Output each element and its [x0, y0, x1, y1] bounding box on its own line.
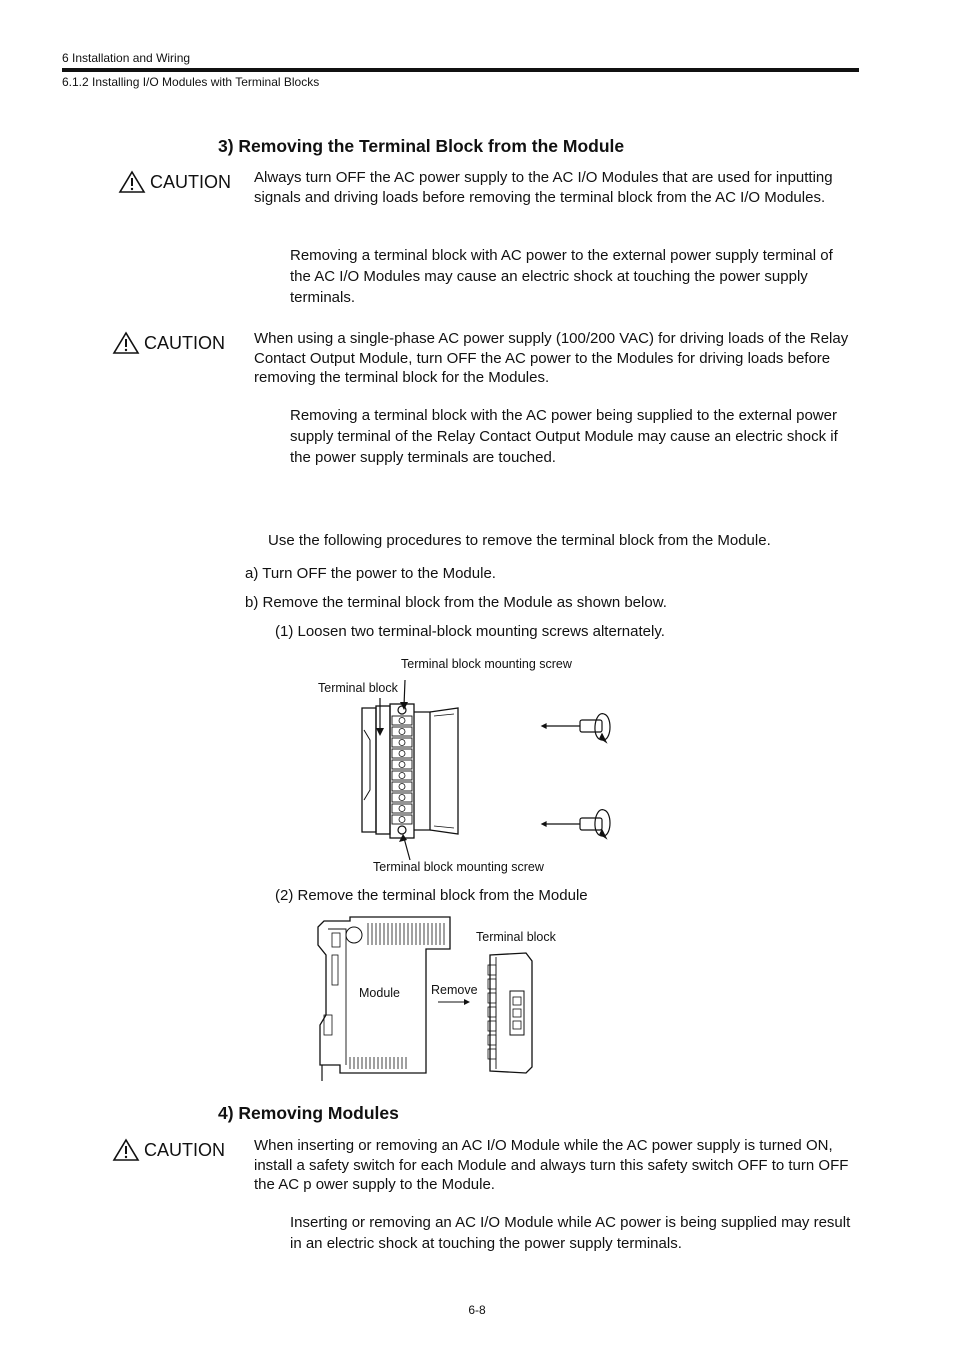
fig1-label-terminal-block: Terminal block: [318, 681, 398, 695]
screwdriver-icon: [542, 714, 610, 742]
fig1-label-bottom-screw: Terminal block mounting screw: [373, 860, 544, 874]
caution-badge-1: [118, 170, 231, 194]
caution-3-detail: Inserting or removing an AC I/O Module while AC power is being supplied may result in an electric shock at touching the power supply terminals.: [290, 1214, 851, 1252]
fig1-label-top-screw: Terminal block mounting screw: [401, 657, 572, 671]
header-rule: [62, 68, 859, 72]
chapter-header: 6 Installation and Wiring: [62, 51, 191, 65]
caution-label: CAUTION: [150, 171, 231, 192]
caution-2-detail: Removing a terminal block with the AC power being supplied to the external power supply terminal of the Relay Contact Output Module may cause an electric shock if the power supply terminals are touched.: [290, 407, 838, 466]
caution-label: CAUTION: [144, 332, 225, 353]
caution-badge-2: [112, 331, 225, 355]
warning-triangle-icon: [112, 1138, 140, 1162]
fig2-label-module: Module: [359, 986, 400, 1000]
step-a: a) Turn OFF the power to the Module.: [245, 565, 496, 582]
caution-1-text: Always turn OFF the AC power supply to the AC I/O Modules that are used for inputting signals and driving loads before removing the terminal block from the AC I/O Modules.: [254, 169, 833, 206]
caution-2-text: When using a single-phase AC power supply (100/200 VAC) for driving loads of the Relay Contact Output Module, turn OFF the AC power to the Modules for driving loads before removing the terminal block for the Modules.: [254, 330, 849, 386]
figure-remove-terminal-block: [310, 915, 540, 1083]
section-header: 6.1.2 Installing I/O Modules with Terminal Blocks: [62, 75, 320, 89]
step-b1: (1) Loosen two terminal-block mounting screws alternately.: [275, 623, 665, 640]
page-number: 6-8: [468, 1303, 486, 1317]
section-3-title: 3) Removing the Terminal Block from the Module: [218, 136, 625, 156]
step-b2: (2) Remove the terminal block from the Module: [275, 887, 588, 904]
section-4-title: 4) Removing Modules: [218, 1103, 399, 1123]
screwdriver-icon: [542, 810, 610, 838]
caution-label: CAUTION: [144, 1139, 225, 1160]
caution-1-detail: Removing a terminal block with AC power to the external power supply terminal of the AC I/O Modules may cause an electric shock at touching the power supply terminals.: [290, 247, 833, 306]
step-b: b) Remove the terminal block from the Module as shown below.: [245, 594, 667, 611]
fig2-label-terminal-block: Terminal block: [476, 930, 556, 944]
warning-triangle-icon: [118, 170, 146, 194]
caution-badge-3: [112, 1138, 225, 1162]
warning-triangle-icon: [112, 331, 140, 355]
figure-loosen-screws: [350, 670, 630, 875]
procedure-intro: Use the following procedures to remove the terminal block from the Module.: [268, 532, 771, 549]
caution-3-text: When inserting or removing an AC I/O Module while the AC power supply is turned ON, install a safety switch for each Module and always turn this safety switch OFF to turn OFF the AC p ower supply to the Module.: [254, 1137, 849, 1193]
fig2-label-remove: Remove: [431, 983, 478, 997]
